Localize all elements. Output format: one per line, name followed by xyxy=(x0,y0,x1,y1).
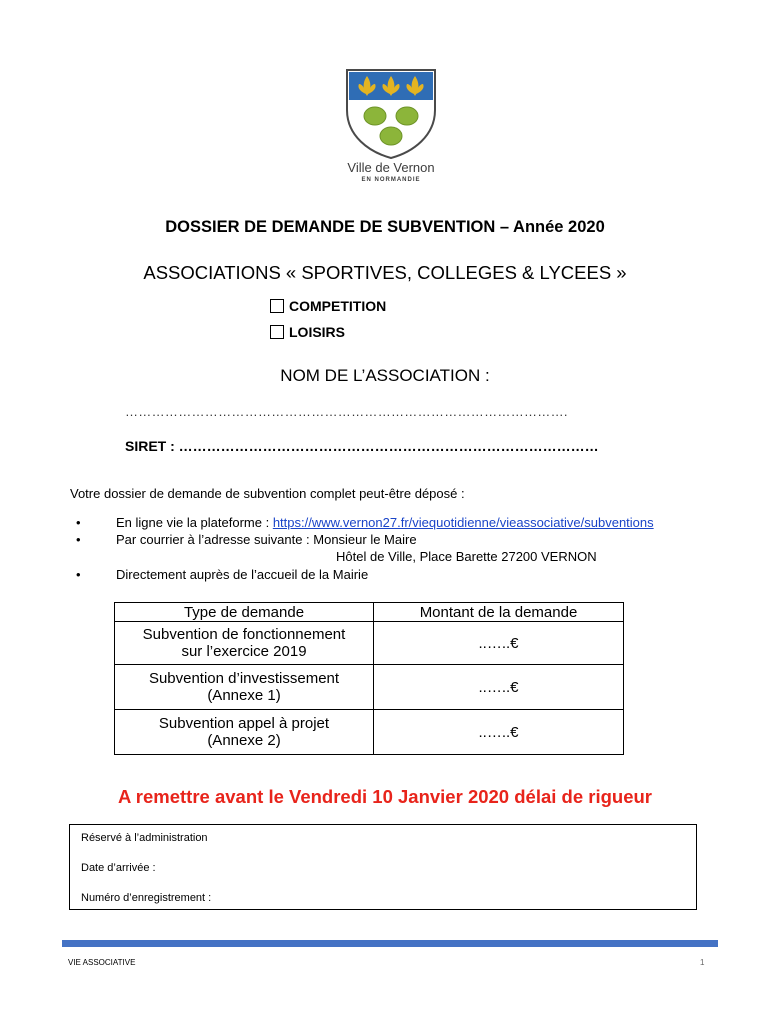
logo-region: EN NORMANDIE xyxy=(361,177,421,183)
document-subtitle: ASSOCIATIONS « SPORTIVES, COLLEGES & LYCEES » xyxy=(143,262,627,283)
request-amount-field[interactable]: ..…..€ xyxy=(374,710,624,755)
footer-divider xyxy=(62,940,718,947)
registration-number-field[interactable]: Numéro d’enregistrement : xyxy=(81,892,212,904)
list-item xyxy=(72,531,722,548)
siret-field[interactable]: SIRET : ……………………………………………………………………………… xyxy=(125,438,599,454)
request-type-line1: Subvention d’investissement xyxy=(148,670,340,687)
submission-methods-list xyxy=(72,514,722,583)
subventions-link[interactable]: https://www.vernon27.fr/viequotidienne/vieassociative/subventions xyxy=(272,515,654,530)
request-type-cell xyxy=(115,710,374,755)
request-type-line1: Subvention appel à projet xyxy=(158,715,330,732)
table-row xyxy=(115,622,624,665)
request-type-line2: (Annexe 1) xyxy=(207,687,281,704)
header-type: Type de demande xyxy=(115,603,374,622)
option-competition[interactable] xyxy=(270,298,386,314)
request-type-line2: (Annexe 2) xyxy=(207,732,281,749)
admin-reserved-label: Réservé à l’administration xyxy=(81,832,208,844)
competition-label: COMPETITION xyxy=(289,298,387,314)
document-title: DOSSIER DE DEMANDE DE SUBVENTION – Année 2020 xyxy=(165,218,605,236)
online-prefix: En ligne vie la plateforme : xyxy=(116,515,273,530)
association-name-label: NOM DE L’ASSOCIATION : xyxy=(280,366,490,385)
option-loisirs[interactable] xyxy=(270,324,345,340)
page-number: 1 xyxy=(700,958,705,967)
footer-section: VIE ASSOCIATIVE xyxy=(68,958,136,967)
header-amount: Montant de la demande xyxy=(374,603,624,622)
request-type-line2: sur l’exercice 2019 xyxy=(181,643,307,660)
mail-instruction: Par courrier à l’adresse suivante : Monsieur le Maire xyxy=(116,532,417,547)
submission-intro: Votre dossier de demande de subvention complet peut-être déposé : xyxy=(70,486,465,501)
table-row xyxy=(115,710,624,755)
desk-instruction: Directement auprès de l’accueil de la Mairie xyxy=(116,567,369,582)
loisirs-label: LOISIRS xyxy=(289,324,346,340)
table-header-row xyxy=(115,603,624,622)
city-crest-icon xyxy=(335,66,447,160)
bullet-icon: • xyxy=(76,532,81,547)
association-name-field[interactable]: ………………………………………………………………………………………. xyxy=(125,404,568,419)
request-type-cell xyxy=(115,622,374,665)
request-type-cell xyxy=(115,665,374,710)
city-logo xyxy=(335,66,447,191)
request-amount-field[interactable]: ..…..€ xyxy=(374,622,624,665)
bullet-icon: • xyxy=(76,567,81,582)
mail-address: Hôtel de Ville, Place Barette 27200 VERNON xyxy=(336,549,597,564)
bullet-icon: • xyxy=(76,515,81,530)
list-item xyxy=(72,566,722,583)
request-amount-field[interactable]: ..…..€ xyxy=(374,665,624,710)
logo-city-name: Ville de Vernon xyxy=(347,160,435,175)
deadline-notice: A remettre avant le Vendredi 10 Janvier 2020 délai de rigueur xyxy=(117,786,652,807)
list-item xyxy=(72,514,722,531)
admin-reserved-box xyxy=(69,824,697,910)
request-table xyxy=(114,602,624,755)
loisirs-checkbox[interactable] xyxy=(270,325,284,339)
table-row xyxy=(115,665,624,710)
request-type-line1: Subvention de fonctionnement xyxy=(142,626,346,643)
arrival-date-field[interactable]: Date d’arrivée : xyxy=(81,862,156,874)
competition-checkbox[interactable] xyxy=(270,299,284,313)
